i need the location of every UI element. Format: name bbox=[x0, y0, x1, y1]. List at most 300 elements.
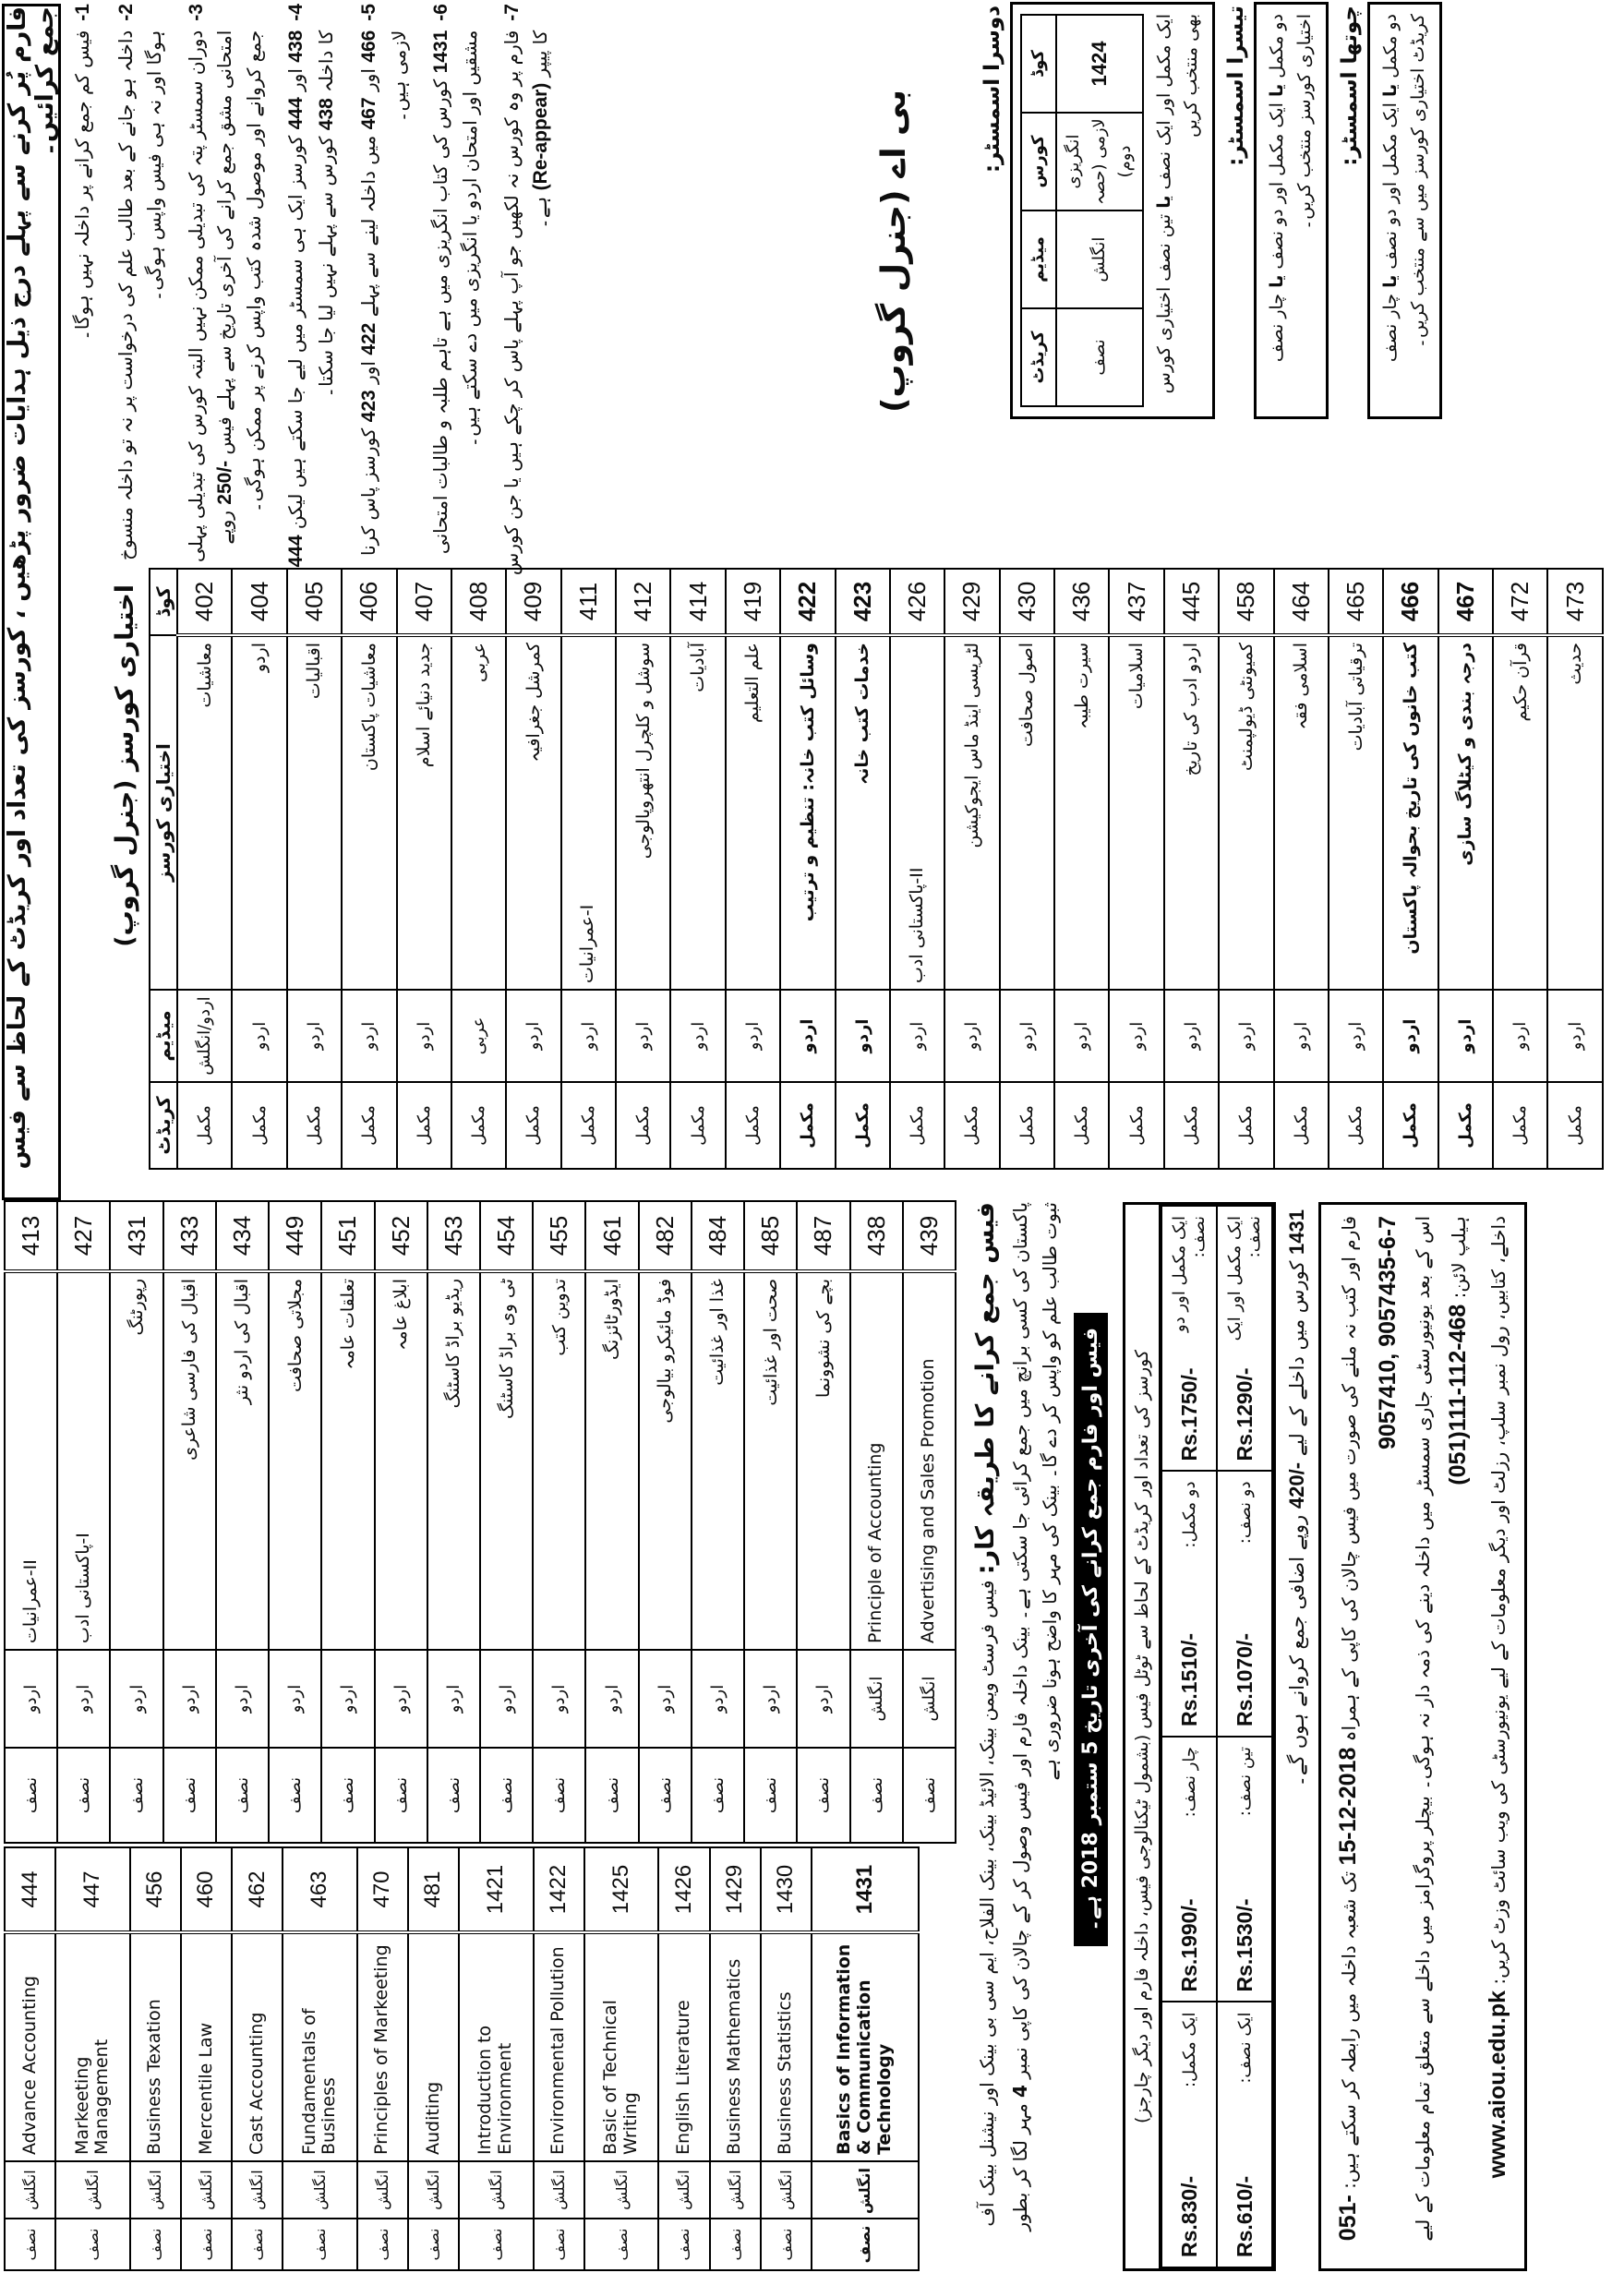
fee-amount: Rs.1290/- bbox=[1232, 1367, 1257, 1461]
course-name: تعلقات عامہ bbox=[321, 1271, 374, 1650]
course-medium: انگلش bbox=[283, 2161, 357, 2219]
table-row bbox=[585, 1201, 638, 1843]
table-row bbox=[451, 569, 506, 1169]
course-name: اسلامی فقہ bbox=[1274, 635, 1329, 990]
fee-label: چار نصف: bbox=[1179, 1747, 1199, 1818]
optional-courses-block bbox=[109, 568, 1604, 1168]
text-run: کورسز پاس کرنا لازمی ہیں۔ bbox=[357, 30, 410, 557]
instruction-text bbox=[68, 30, 99, 341]
table-row bbox=[850, 1201, 903, 1843]
course-name: رپورٹنگ bbox=[110, 1271, 162, 1650]
course-name: Markeeting Management bbox=[55, 1932, 130, 2161]
course-credit: نصف bbox=[480, 1748, 533, 1843]
course-name: Introduction to Environment bbox=[459, 1932, 534, 2161]
course-medium: انگلش bbox=[459, 2161, 534, 2219]
course-code: 438 bbox=[850, 1201, 903, 1271]
contact-info-box bbox=[1318, 1202, 1527, 2271]
course-credit: نصف bbox=[658, 2219, 709, 2270]
course-code: 430 bbox=[1000, 569, 1054, 635]
course-name: صحت اور غذائیت bbox=[744, 1271, 797, 1650]
course-credit: نصف bbox=[692, 1748, 744, 1843]
course-medium: اردو bbox=[1438, 990, 1493, 1082]
table-row bbox=[812, 1847, 919, 2270]
course-code: 439 bbox=[903, 1201, 956, 1271]
text-run: فارم پر وہ کورس نہ لکھیں جو آپ پہلے پاس کر چکے ہیں یا جن کورس کا پیپر bbox=[500, 30, 552, 576]
instruction-number: 6- bbox=[429, 4, 451, 21]
fee-label: دو مکمل: bbox=[1179, 1481, 1199, 1548]
course-name: حدیث bbox=[1547, 635, 1603, 990]
course-medium: اردو bbox=[232, 990, 286, 1082]
course-name: آبادیات bbox=[670, 635, 725, 990]
course-medium: اردو bbox=[1329, 990, 1383, 1082]
table-row bbox=[55, 1847, 130, 2270]
course-code: 454 bbox=[480, 1201, 533, 1271]
fee-deadline-note: فیس اور فارم جمع کرانے کی آخری تاریخ 5 ستمبر 2018 ہے۔ bbox=[1074, 1313, 1108, 1946]
course-name: کمیونٹی ڈیولپمنٹ bbox=[1219, 635, 1273, 990]
course-credit: نصف bbox=[1056, 308, 1143, 406]
fee-table-title: کورسز کی تعداد اور کریڈٹ کے لحاظ سے ٹوٹل فیس (بشمول ٹیکنالوجی فیس، داخلہ فارم اور دیگر چارجز) bbox=[1125, 1205, 1161, 2268]
course-name: Basic of Technical Writing bbox=[584, 1932, 659, 2161]
course-name: مجلاتی صحافت bbox=[269, 1271, 321, 1650]
emphasized-text: 051-9057410, 9057435-6-7 bbox=[1335, 1216, 1401, 2242]
course-credit: مکمل bbox=[1054, 1082, 1109, 1169]
course-name: Business Mathematics bbox=[710, 1932, 761, 2161]
course-credit: نصف bbox=[744, 1748, 797, 1843]
text-run: چار نصف اختیاری کورسز منتخب کریں۔ bbox=[1267, 14, 1315, 363]
col-header-credit: کریڈٹ bbox=[150, 1082, 177, 1169]
course-medium: اردو bbox=[269, 1650, 321, 1748]
table-row bbox=[692, 1201, 744, 1843]
text-run: دو مکمل bbox=[1267, 14, 1288, 84]
fee-amount: Rs.1990/- bbox=[1176, 1898, 1201, 1992]
fee-table bbox=[1123, 1202, 1276, 2271]
table-row bbox=[561, 569, 616, 1169]
course-medium: انگلش bbox=[903, 1650, 956, 1748]
col-header-name: اختیاری کورسز bbox=[150, 635, 177, 990]
text-run: دو مکمل bbox=[1380, 14, 1401, 84]
course-medium: اردو bbox=[780, 990, 835, 1082]
text-run: کورس سے پہلے نہیں لیا جا سکتا۔ bbox=[314, 130, 337, 398]
course-name: ابلاغ عامہ bbox=[375, 1271, 427, 1650]
fee-label: ایک نصف: bbox=[1234, 2012, 1255, 2084]
course-credit: نصف bbox=[216, 1748, 269, 1843]
optional-courses-title: اختیاری کورسز (جنرل گروپ) bbox=[111, 584, 139, 947]
fee-row bbox=[1217, 1206, 1272, 2267]
course-medium: اردو bbox=[616, 990, 670, 1082]
instruction-item bbox=[68, 4, 99, 578]
course-code: 429 bbox=[944, 569, 999, 635]
course-credit: نصف bbox=[110, 1748, 162, 1843]
course-credit: نصف bbox=[130, 2219, 181, 2270]
course-credit: نصف bbox=[55, 2219, 130, 2270]
course-credit: نصف bbox=[459, 2219, 534, 2270]
course-code: 456 bbox=[130, 1847, 181, 1932]
course-code: 449 bbox=[269, 1201, 321, 1271]
course-code: 484 bbox=[692, 1201, 744, 1271]
course-medium: اردو bbox=[397, 990, 451, 1082]
table-row bbox=[890, 569, 944, 1169]
second-semester-note bbox=[1151, 14, 1206, 407]
course-name: لٹریسی اینڈ ماس ایجوکیشن bbox=[944, 635, 999, 990]
course-credit: مکمل bbox=[836, 1082, 890, 1169]
course-credit: مکمل bbox=[1164, 1082, 1219, 1169]
course-code: 473 bbox=[1547, 569, 1603, 635]
compulsory-course-table bbox=[1020, 14, 1144, 407]
course-medium: اردو/انگلش bbox=[177, 990, 232, 1082]
emphasized-text: (051)111-112-468 bbox=[1445, 1304, 1472, 1485]
table-row bbox=[232, 1847, 283, 2270]
course-code: 434 bbox=[216, 1201, 269, 1271]
course-medium: انگلش bbox=[812, 2161, 919, 2219]
course-code: 1426 bbox=[658, 1847, 709, 1932]
semester-requirements bbox=[971, 2, 1442, 419]
table-row bbox=[903, 1201, 956, 1843]
course-medium: اردو bbox=[670, 990, 725, 1082]
course-code: 458 bbox=[1219, 569, 1273, 635]
course-medium: اردو bbox=[110, 1650, 162, 1748]
instruction-text bbox=[112, 30, 169, 578]
table-row bbox=[216, 1201, 269, 1843]
emphasized-text: یا bbox=[1380, 274, 1401, 288]
course-code: 412 bbox=[616, 569, 670, 635]
course-medium: اردو bbox=[692, 1650, 744, 1748]
course-code: 453 bbox=[427, 1201, 480, 1271]
contact-line bbox=[1407, 1216, 1478, 2257]
course-name: جدید دنیائے اسلام bbox=[397, 635, 451, 990]
fee-amount: Rs.1510/- bbox=[1176, 1632, 1201, 1726]
instruction-item bbox=[427, 4, 486, 578]
table-row bbox=[1383, 569, 1438, 1169]
fee-cell bbox=[1177, 1482, 1202, 1727]
table-row bbox=[480, 1201, 533, 1843]
course-medium: اردو bbox=[561, 990, 616, 1082]
course-credit: نصف bbox=[5, 2219, 55, 2270]
instruction-text bbox=[182, 30, 270, 578]
course-code: 427 bbox=[57, 1201, 110, 1271]
table-row bbox=[269, 1201, 321, 1843]
instruction-item bbox=[182, 4, 270, 578]
instruction-item bbox=[112, 4, 169, 578]
table-row bbox=[639, 1201, 692, 1843]
course-code: 402 bbox=[177, 569, 232, 635]
fourth-semester-box bbox=[1367, 2, 1442, 419]
course-name: اصول صحافت bbox=[1000, 635, 1054, 990]
table-row bbox=[287, 569, 342, 1169]
course-medium: اردو bbox=[1274, 990, 1329, 1082]
table-row bbox=[836, 569, 890, 1169]
fee-cell-wrap bbox=[1217, 2002, 1272, 2268]
course-medium: انگلش bbox=[408, 2161, 459, 2219]
table-row bbox=[534, 1847, 584, 2270]
contact-line bbox=[1478, 1216, 1518, 2257]
emphasized-text: 444 bbox=[285, 535, 307, 568]
course-name: پاکستانی ادب-I bbox=[57, 1271, 110, 1650]
emphasized-text: 444 bbox=[285, 97, 307, 130]
course-credit: مکمل bbox=[177, 1082, 232, 1169]
course-credit: نصف bbox=[850, 1748, 903, 1843]
course-name: اردو bbox=[232, 635, 286, 990]
course-credit: نصف bbox=[283, 2219, 357, 2270]
course-name: اقبال کی اردو نثر bbox=[216, 1271, 269, 1650]
course-code: 460 bbox=[181, 1847, 232, 1932]
course-code: 409 bbox=[506, 569, 560, 635]
text-run: کورس کی کتاب انگریزی میں ہے تاہم طلبہ و طالبات امتحانی مشقیں اور امتحان اردو یا انگریزی میں دے سکتے ہیں۔ bbox=[428, 30, 482, 555]
course-credit: نصف bbox=[534, 2219, 584, 2270]
course-credit: مکمل bbox=[1219, 1082, 1273, 1169]
course-credit: مکمل bbox=[1000, 1082, 1054, 1169]
course-code: 413 bbox=[5, 1201, 57, 1271]
course-name: Cast Accounting bbox=[232, 1932, 283, 2161]
course-code: 411 bbox=[561, 569, 616, 635]
course-code: 405 bbox=[287, 569, 342, 635]
course-medium: انگلش bbox=[5, 2161, 55, 2219]
course-code: 422 bbox=[780, 569, 835, 635]
fee-cell bbox=[1177, 2013, 1202, 2258]
course-code: 1429 bbox=[710, 1847, 761, 1932]
course-credit: نصف bbox=[321, 1748, 374, 1843]
table-row bbox=[1219, 569, 1273, 1169]
instruction-number: 5- bbox=[358, 4, 380, 21]
course-medium: اردو bbox=[342, 990, 396, 1082]
third-semester-label: تیسرا اسمسٹر: bbox=[1224, 6, 1249, 166]
table-row bbox=[5, 1201, 57, 1843]
instruction-number: 7- bbox=[501, 4, 523, 21]
course-medium: اردو bbox=[1054, 990, 1109, 1082]
emphasized-text: 422 bbox=[358, 322, 380, 355]
course-name: ایڈورٹائزنگ bbox=[585, 1271, 638, 1650]
course-credit: مکمل bbox=[561, 1082, 616, 1169]
instruction-number: 4- bbox=[285, 4, 307, 21]
emphasized-text: 423 bbox=[358, 390, 380, 423]
course-medium: انگلش bbox=[357, 2161, 408, 2219]
course-credit: نصف bbox=[57, 1748, 110, 1843]
course-credit: مکمل bbox=[780, 1082, 835, 1169]
table-row bbox=[1438, 569, 1493, 1169]
emphasized-text: 466 bbox=[358, 30, 380, 63]
course-medium: انگلش bbox=[55, 2161, 130, 2219]
course-medium: اردو bbox=[1164, 990, 1219, 1082]
english-half-credit-courses-table bbox=[4, 1846, 920, 2271]
course-name: سیرت طیبہ bbox=[1054, 635, 1109, 990]
course-code: 1421 bbox=[459, 1847, 534, 1932]
course-code: 470 bbox=[357, 1847, 408, 1932]
course-medium: اردو bbox=[506, 990, 560, 1082]
text-run: کورسز ایک ہی سمسٹر میں لیے جا سکتے ہیں لیکن bbox=[284, 129, 307, 535]
course-code: 465 bbox=[1329, 569, 1383, 635]
course-name: اسلامیات bbox=[1109, 635, 1163, 990]
second-semester-label: دوسرا اسمسٹر: bbox=[980, 6, 1004, 174]
course-medium: عربی bbox=[451, 990, 506, 1082]
text-run: مہر لگا کر بطور ثبوت طالب علم کو واپس کر دے گا۔ بینک کی مہر کا واضح ہونا ضروری ہے bbox=[1009, 1202, 1062, 2231]
course-name: ٹی وی براڈ کاسٹنگ bbox=[480, 1271, 533, 1650]
table-row bbox=[357, 1847, 408, 2270]
course-medium: انگلش bbox=[1056, 210, 1143, 308]
course-credit: نصف bbox=[375, 1748, 427, 1843]
course-name: Auditing bbox=[408, 1932, 459, 2161]
second-semester-box bbox=[1010, 2, 1215, 419]
course-credit: مکمل bbox=[1383, 1082, 1438, 1169]
table-row bbox=[726, 569, 780, 1169]
emphasized-text: 438 bbox=[285, 30, 307, 63]
course-code: 406 bbox=[342, 569, 396, 635]
course-name: کمرشل جغرافیہ bbox=[506, 635, 560, 990]
text-run: فیس کم جمع کرانے پر داخلہ نہیں ہوگا۔ bbox=[71, 30, 93, 341]
course-code: 408 bbox=[451, 569, 506, 635]
course-credit: مکمل bbox=[1547, 1082, 1603, 1169]
table-row bbox=[1547, 569, 1603, 1169]
text-run: ہے۔ bbox=[529, 190, 552, 229]
course-name: Basics of Information & Communication Technology bbox=[812, 1932, 919, 2161]
course-name: سوشل و کلچرل انتھروپالوجی bbox=[616, 635, 670, 990]
course-credit: مکمل bbox=[506, 1082, 560, 1169]
course-name: معاشیات پاکستان bbox=[342, 635, 396, 990]
course-credit: نصف bbox=[163, 1748, 216, 1843]
course-code: 436 bbox=[1054, 569, 1109, 635]
course-medium: اردو bbox=[585, 1650, 638, 1748]
course-credit: مکمل bbox=[1274, 1082, 1329, 1169]
course-code: 445 bbox=[1164, 569, 1219, 635]
fee-cell-wrap bbox=[1161, 1737, 1217, 2002]
table-row bbox=[321, 1201, 374, 1843]
course-credit: نصف bbox=[797, 1748, 849, 1843]
course-medium: اردو bbox=[57, 1650, 110, 1748]
course-medium: اردو bbox=[287, 990, 342, 1082]
instruction-text bbox=[355, 30, 414, 578]
table-row bbox=[408, 1847, 459, 2270]
fee-cell bbox=[1177, 1747, 1202, 1992]
fee-cell-wrap bbox=[1217, 1472, 1272, 1738]
course-code: 437 bbox=[1109, 569, 1163, 635]
instruction-number: 1- bbox=[72, 4, 93, 21]
table-row bbox=[1056, 15, 1143, 406]
course-credit: مکمل bbox=[287, 1082, 342, 1169]
fee-amount: Rs.1070/- bbox=[1232, 1632, 1257, 1726]
course-name: عمرانیات-I bbox=[561, 635, 616, 990]
third-semester-box bbox=[1254, 2, 1329, 419]
table-row bbox=[375, 1201, 427, 1843]
emphasized-text: یا bbox=[1267, 83, 1288, 98]
table-row bbox=[797, 1201, 849, 1843]
instruction-text bbox=[427, 30, 486, 578]
course-medium: اردو bbox=[216, 1650, 269, 1748]
table-row bbox=[177, 569, 232, 1169]
emphasized-text: 467 bbox=[358, 97, 380, 130]
course-code: 482 bbox=[639, 1201, 692, 1271]
course-code: 452 bbox=[375, 1201, 427, 1271]
emphasized-text: یا bbox=[1267, 274, 1288, 288]
course-code: 464 bbox=[1274, 569, 1329, 635]
course-name: فوڈ مائیکرو بیالوجی bbox=[639, 1271, 692, 1650]
course-code: 466 bbox=[1383, 569, 1438, 635]
table-row bbox=[459, 1847, 534, 2270]
course-credit: نصف bbox=[710, 2219, 761, 2270]
course-code: 451 bbox=[321, 1201, 374, 1271]
emphasized-text: 15-12-2018 bbox=[1335, 1747, 1362, 1866]
table-row bbox=[761, 1847, 812, 2270]
fee-cell-wrap bbox=[1217, 1206, 1272, 1472]
instruction-item bbox=[282, 4, 342, 578]
fee-amount: Rs.1530/- bbox=[1232, 1898, 1257, 1992]
text-run: فیس فرسٹ ویمن بینک، الائیڈ بینک، بینک الفلاح، ایم سی بی بینک اور نیشنل بینک آف پاکستان کی کسی برانچ میں جمع کرائی جا سکتی ہے۔ بینک داخلہ فارم اور فیس وصول کر کے چالان کی کاپی نمبر bbox=[976, 1202, 1032, 2227]
fee-cell-wrap bbox=[1161, 1206, 1217, 1472]
col-header-code: كوڈ bbox=[1021, 15, 1056, 113]
course-medium: اردو bbox=[1109, 990, 1163, 1082]
course-credit: نصف bbox=[427, 1748, 480, 1843]
course-code: 447 bbox=[55, 1847, 130, 1932]
table-row bbox=[110, 1201, 162, 1843]
text-run: کا داخلہ bbox=[314, 30, 337, 99]
course-medium: انگلش bbox=[584, 2161, 659, 2219]
emphasized-text: 420/- bbox=[1285, 1461, 1309, 1509]
course-name: Principles of Markeeting bbox=[357, 1932, 408, 2161]
course-credit: مکمل bbox=[670, 1082, 725, 1169]
course-code: 419 bbox=[726, 569, 780, 635]
course-medium: اردو bbox=[1383, 990, 1438, 1082]
course-code: 463 bbox=[283, 1847, 357, 1932]
course-code: 1430 bbox=[761, 1847, 812, 1932]
col-header-course: كورس bbox=[1021, 113, 1056, 210]
course-code: 462 bbox=[232, 1847, 283, 1932]
course-credit: نصف bbox=[584, 2219, 659, 2270]
course-name: اقبال کی فارسی شاعری bbox=[163, 1271, 216, 1650]
course-code: 472 bbox=[1493, 569, 1547, 635]
fourth-semester-label: چوتھا اسمسٹر: bbox=[1338, 6, 1363, 166]
fee-label: ایک مکمل: bbox=[1179, 2012, 1199, 2088]
course-medium: اردو bbox=[163, 1650, 216, 1748]
course-medium: اردو bbox=[836, 990, 890, 1082]
course-code: 431 bbox=[110, 1201, 162, 1271]
fee-row bbox=[1161, 1206, 1217, 2267]
course-credit: مکمل bbox=[890, 1082, 944, 1169]
table-row bbox=[780, 569, 835, 1169]
course-code: 1431 bbox=[812, 1847, 919, 1932]
table-header-row bbox=[150, 569, 177, 1169]
text-run: اس کے بعد یونیورسٹی جاری سمسٹر میں داخلہ دینے کی ذمہ دار نہ ہوگی۔ بیچلر پروگرامز میں داخلے سے متعلق تمام معلومات کے لیے ہیلپ لائن: bbox=[1412, 1216, 1471, 2242]
fee-label: تین نصف: bbox=[1234, 1747, 1255, 1817]
col-header-medium: میڈیم bbox=[1021, 210, 1056, 308]
text-run: روپے اضافی جمع کروانے ہوں گے۔ bbox=[1286, 1509, 1309, 1787]
text-run: کورس میں داخلے کے لیے bbox=[1286, 1254, 1309, 1462]
fee-amount: Rs.610/- bbox=[1232, 2175, 1257, 2257]
course-medium: انگلش bbox=[232, 2161, 283, 2219]
course-code: 461 bbox=[585, 1201, 638, 1271]
fee-cell bbox=[1233, 1482, 1257, 1727]
emphasized-text: 438 bbox=[315, 98, 337, 131]
table-row bbox=[710, 1847, 761, 2270]
course-credit: مکمل bbox=[1329, 1082, 1383, 1169]
text-run: میں داخلہ لینے سے پہلے bbox=[357, 129, 380, 323]
table-row bbox=[57, 1201, 110, 1843]
course-credit: مکمل bbox=[1109, 1082, 1163, 1169]
course-name: ترقیاتی آبادیات bbox=[1329, 635, 1383, 990]
text-run: اور bbox=[357, 355, 380, 391]
table-row bbox=[1000, 569, 1054, 1169]
text-run: ایک مکمل اور ایک نصف bbox=[1153, 14, 1174, 196]
course-credit: مکمل bbox=[616, 1082, 670, 1169]
course-medium: اردو bbox=[726, 990, 780, 1082]
course-credit: مکمل bbox=[726, 1082, 780, 1169]
fee-cell bbox=[1233, 1747, 1257, 1992]
course-name: English Literature bbox=[658, 1932, 709, 2161]
fee-method-heading: فیس جمع کرانے کا طریقہ کار: bbox=[971, 1202, 1000, 1575]
fee-amount: Rs.1750/- bbox=[1176, 1367, 1201, 1461]
course-medium: اردو bbox=[427, 1650, 480, 1748]
course-code: 487 bbox=[797, 1201, 849, 1271]
course-medium: اردو bbox=[944, 990, 999, 1082]
col-header-credit: کریڈٹ bbox=[1021, 308, 1056, 406]
course-name: Mercentile Law bbox=[181, 1932, 232, 2161]
course-1431-extra-fee-note bbox=[1285, 1209, 1309, 2271]
